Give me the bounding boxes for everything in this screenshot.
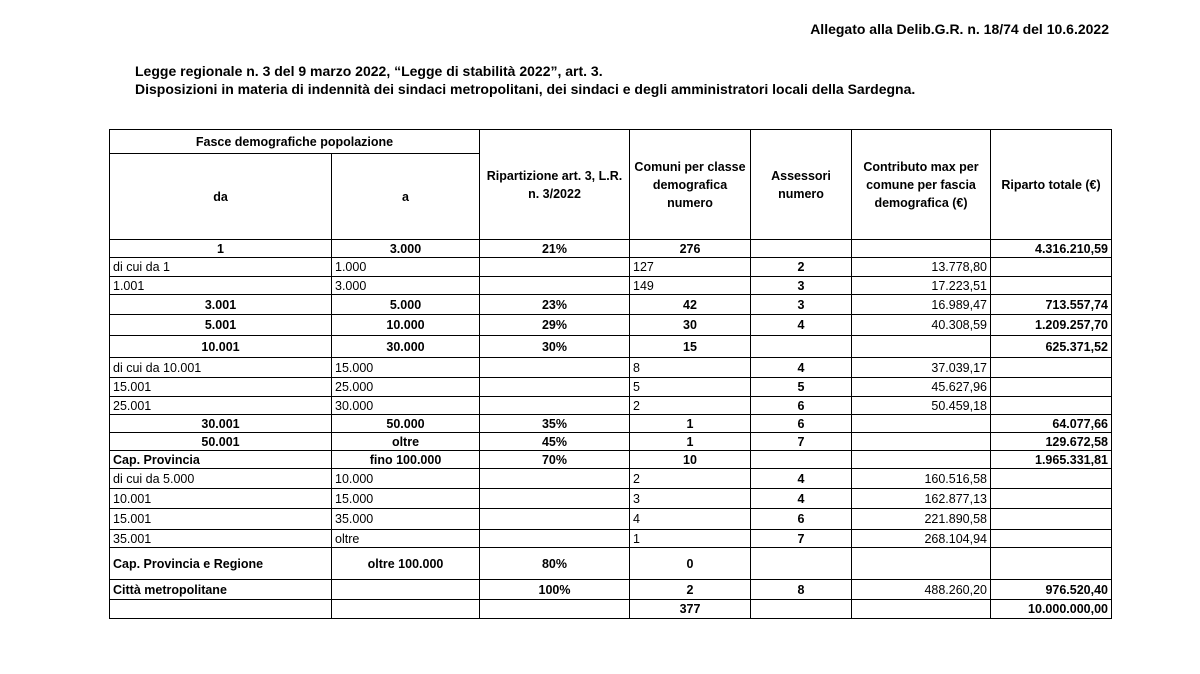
cell-contributo: 50.459,18 <box>852 397 991 415</box>
cell-a: 30.000 <box>332 397 480 415</box>
table-row <box>110 358 1112 378</box>
table-row <box>110 240 1112 258</box>
cell-assessori: 4 <box>751 358 852 378</box>
cell-contributo <box>852 433 991 451</box>
table-row <box>110 548 1112 580</box>
cell-assessori: 4 <box>751 489 852 509</box>
header-riparto: Riparto totale (€) <box>991 130 1112 240</box>
cell-a <box>332 600 480 619</box>
cell-ripartizione: 30% <box>480 336 630 358</box>
table-row <box>110 415 1112 433</box>
cell-riparto <box>991 489 1112 509</box>
cell-ripartizione: 21% <box>480 240 630 258</box>
cell-comuni: 8 <box>630 358 751 378</box>
cell-contributo <box>852 336 991 358</box>
cell-ripartizione: 29% <box>480 315 630 336</box>
header-comuni: Comuni per classe demografica numero <box>630 130 751 240</box>
cell-comuni: 10 <box>630 451 751 469</box>
cell-da: di cui da 10.001 <box>110 358 332 378</box>
cell-a: 10.000 <box>332 469 480 489</box>
table-header-row <box>110 130 1112 154</box>
cell-a: 15.000 <box>332 358 480 378</box>
cell-assessori: 4 <box>751 469 852 489</box>
cell-a: 10.000 <box>332 315 480 336</box>
cell-da: 30.001 <box>110 415 332 433</box>
cell-a: 30.000 <box>332 336 480 358</box>
intro-block <box>135 62 915 98</box>
cell-assessori <box>751 336 852 358</box>
cell-da: 10.001 <box>110 489 332 509</box>
table-row <box>110 277 1112 295</box>
cell-assessori: 6 <box>751 509 852 530</box>
cell-riparto <box>991 378 1112 397</box>
cell-assessori: 6 <box>751 397 852 415</box>
cell-a: oltre <box>332 530 480 548</box>
intro-law-subject: Disposizioni in materia di indennità dei sindaci metropolitani, dei sindaci e degli amministratori locali della Sardegna. <box>135 81 916 97</box>
cell-assessori: 2 <box>751 258 852 277</box>
cell-comuni: 1 <box>630 415 751 433</box>
cell-riparto: 10.000.000,00 <box>991 600 1112 619</box>
cell-ripartizione <box>480 530 630 548</box>
cell-comuni: 5 <box>630 378 751 397</box>
header-da: da <box>110 154 332 240</box>
cell-comuni: 149 <box>630 277 751 295</box>
header-fasce: Fasce demografiche popolazione <box>110 130 480 154</box>
cell-ripartizione <box>480 600 630 619</box>
cell-contributo: 268.104,94 <box>852 530 991 548</box>
cell-assessori <box>751 548 852 580</box>
cell-ripartizione: 35% <box>480 415 630 433</box>
cell-assessori <box>751 451 852 469</box>
cell-contributo: 17.223,51 <box>852 277 991 295</box>
header-assessori: Assessori numero <box>751 130 852 240</box>
cell-a: 15.000 <box>332 489 480 509</box>
table-row <box>110 451 1112 469</box>
table-row <box>110 433 1112 451</box>
cell-da: 15.001 <box>110 378 332 397</box>
cell-comuni: 42 <box>630 295 751 315</box>
cell-contributo: 221.890,58 <box>852 509 991 530</box>
cell-ripartizione <box>480 397 630 415</box>
cell-riparto <box>991 548 1112 580</box>
cell-riparto: 625.371,52 <box>991 336 1112 358</box>
table-row <box>110 378 1112 397</box>
intro-law-title: Legge regionale n. 3 del 9 marzo 2022, “Legge di stabilità 2022”, art. 3. <box>135 63 603 79</box>
cell-contributo: 37.039,17 <box>852 358 991 378</box>
table-row <box>110 258 1112 277</box>
cell-contributo: 488.260,20 <box>852 580 991 600</box>
cell-a: 25.000 <box>332 378 480 397</box>
cell-assessori: 3 <box>751 295 852 315</box>
table-row <box>110 295 1112 315</box>
cell-da: Cap. Provincia <box>110 451 332 469</box>
cell-da: 1.001 <box>110 277 332 295</box>
cell-ripartizione <box>480 277 630 295</box>
table-row <box>110 397 1112 415</box>
cell-a: 1.000 <box>332 258 480 277</box>
cell-riparto: 1.209.257,70 <box>991 315 1112 336</box>
cell-riparto: 64.077,66 <box>991 415 1112 433</box>
table-row <box>110 469 1112 489</box>
cell-a: fino 100.000 <box>332 451 480 469</box>
cell-riparto: 713.557,74 <box>991 295 1112 315</box>
cell-comuni: 3 <box>630 489 751 509</box>
cell-a: oltre 100.000 <box>332 548 480 580</box>
cell-assessori: 8 <box>751 580 852 600</box>
cell-comuni: 276 <box>630 240 751 258</box>
cell-a: 3.000 <box>332 240 480 258</box>
cell-ripartizione: 45% <box>480 433 630 451</box>
table-row <box>110 489 1112 509</box>
table-row <box>110 336 1112 358</box>
cell-riparto <box>991 509 1112 530</box>
cell-contributo <box>852 415 991 433</box>
cell-contributo: 13.778,80 <box>852 258 991 277</box>
cell-ripartizione: 70% <box>480 451 630 469</box>
cell-da: 1 <box>110 240 332 258</box>
cell-ripartizione <box>480 358 630 378</box>
cell-assessori: 7 <box>751 433 852 451</box>
allegato-reference: Allegato alla Delib.G.R. n. 18/74 del 10.6.2022 <box>810 21 1109 37</box>
cell-riparto: 1.965.331,81 <box>991 451 1112 469</box>
table-row <box>110 509 1112 530</box>
cell-comuni: 15 <box>630 336 751 358</box>
cell-da: 35.001 <box>110 530 332 548</box>
cell-assessori <box>751 240 852 258</box>
header-a: a <box>332 154 480 240</box>
cell-comuni: 377 <box>630 600 751 619</box>
cell-da: 10.001 <box>110 336 332 358</box>
cell-comuni: 1 <box>630 433 751 451</box>
cell-assessori: 6 <box>751 415 852 433</box>
table-row <box>110 315 1112 336</box>
cell-da: Città metropolitane <box>110 580 332 600</box>
cell-a <box>332 580 480 600</box>
header-contributo: Contributo max per comune per fascia demografica (€) <box>852 130 991 240</box>
cell-assessori: 3 <box>751 277 852 295</box>
cell-da: 3.001 <box>110 295 332 315</box>
cell-contributo: 45.627,96 <box>852 378 991 397</box>
cell-comuni: 2 <box>630 469 751 489</box>
cell-contributo: 40.308,59 <box>852 315 991 336</box>
cell-contributo: 160.516,58 <box>852 469 991 489</box>
cell-da: Cap. Provincia e Regione <box>110 548 332 580</box>
cell-ripartizione: 80% <box>480 548 630 580</box>
cell-ripartizione <box>480 469 630 489</box>
indennita-table <box>109 129 1112 619</box>
cell-contributo <box>852 600 991 619</box>
cell-da: 15.001 <box>110 509 332 530</box>
table-row <box>110 580 1112 600</box>
cell-contributo <box>852 451 991 469</box>
cell-a: 50.000 <box>332 415 480 433</box>
cell-contributo: 16.989,47 <box>852 295 991 315</box>
cell-riparto <box>991 258 1112 277</box>
cell-riparto <box>991 530 1112 548</box>
cell-contributo <box>852 548 991 580</box>
cell-riparto <box>991 397 1112 415</box>
cell-ripartizione <box>480 489 630 509</box>
cell-comuni: 2 <box>630 397 751 415</box>
cell-comuni: 30 <box>630 315 751 336</box>
cell-da: di cui da 1 <box>110 258 332 277</box>
cell-da: 50.001 <box>110 433 332 451</box>
cell-assessori <box>751 600 852 619</box>
cell-assessori: 4 <box>751 315 852 336</box>
cell-comuni: 1 <box>630 530 751 548</box>
cell-comuni: 4 <box>630 509 751 530</box>
cell-comuni: 0 <box>630 548 751 580</box>
cell-assessori: 5 <box>751 378 852 397</box>
cell-riparto: 129.672,58 <box>991 433 1112 451</box>
cell-a: 5.000 <box>332 295 480 315</box>
header-ripartizione: Ripartizione art. 3, L.R. n. 3/2022 <box>480 130 630 240</box>
cell-comuni: 127 <box>630 258 751 277</box>
cell-ripartizione <box>480 258 630 277</box>
cell-a: oltre <box>332 433 480 451</box>
cell-ripartizione <box>480 509 630 530</box>
cell-da <box>110 600 332 619</box>
cell-ripartizione <box>480 378 630 397</box>
cell-assessori: 7 <box>751 530 852 548</box>
cell-contributo: 162.877,13 <box>852 489 991 509</box>
cell-riparto <box>991 469 1112 489</box>
cell-da: di cui da 5.000 <box>110 469 332 489</box>
cell-ripartizione: 23% <box>480 295 630 315</box>
cell-contributo <box>852 240 991 258</box>
cell-ripartizione: 100% <box>480 580 630 600</box>
cell-a: 3.000 <box>332 277 480 295</box>
cell-riparto <box>991 277 1112 295</box>
table-row <box>110 530 1112 548</box>
cell-a: 35.000 <box>332 509 480 530</box>
cell-riparto: 4.316.210,59 <box>991 240 1112 258</box>
table-row <box>110 600 1112 619</box>
cell-comuni: 2 <box>630 580 751 600</box>
cell-riparto <box>991 358 1112 378</box>
cell-da: 25.001 <box>110 397 332 415</box>
cell-da: 5.001 <box>110 315 332 336</box>
cell-riparto: 976.520,40 <box>991 580 1112 600</box>
